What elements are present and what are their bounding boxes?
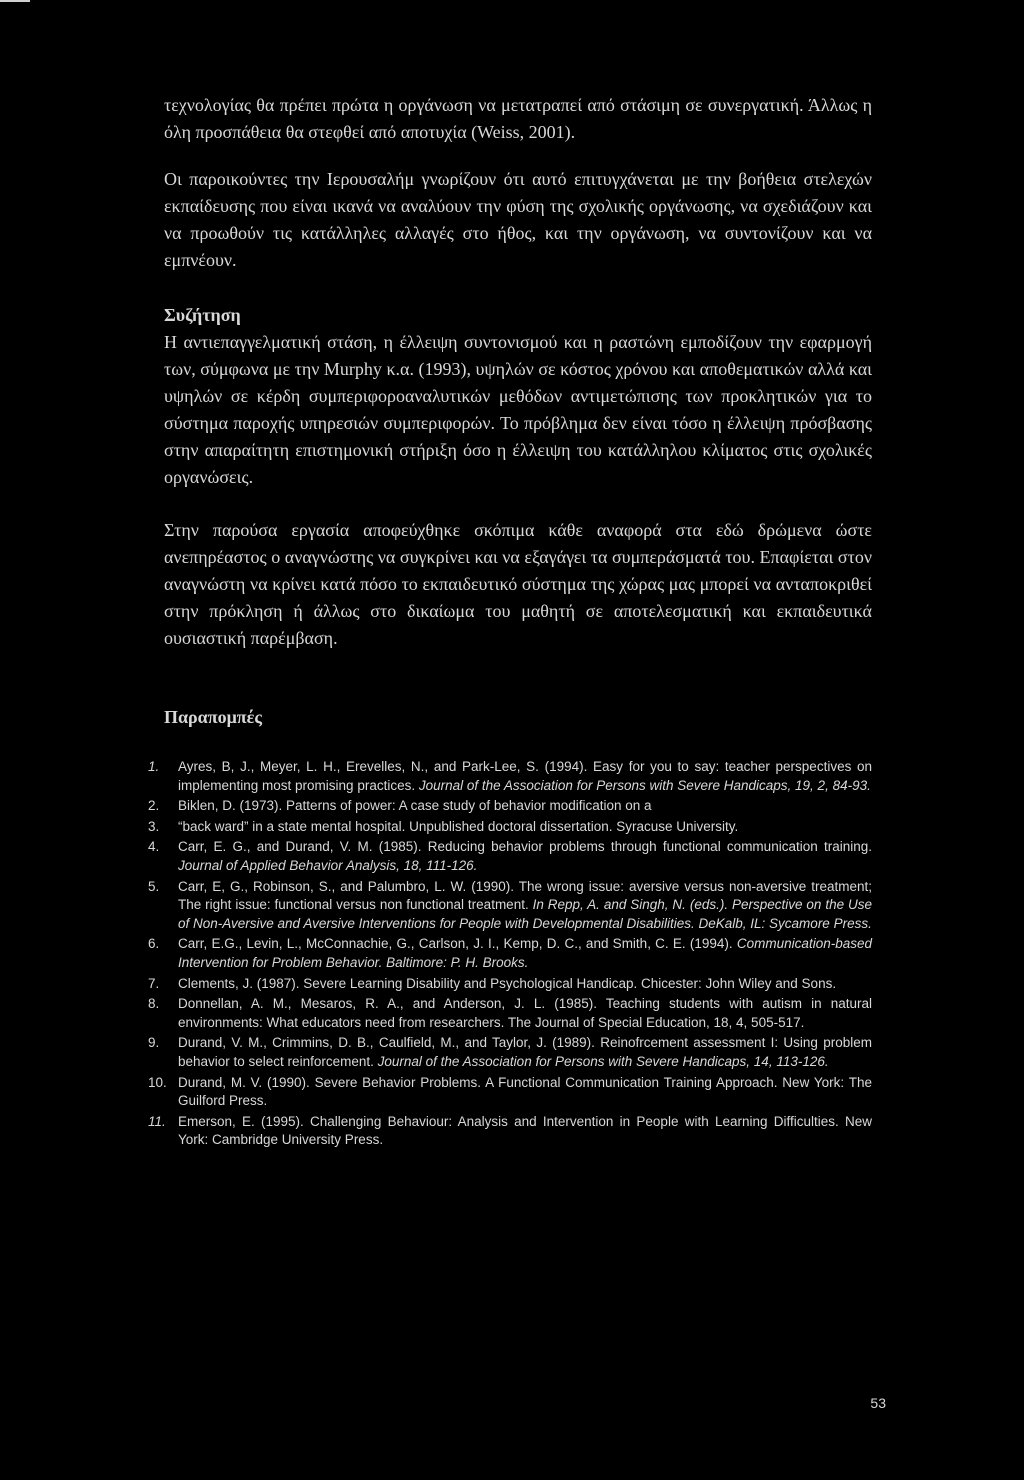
- reference-number: 3.: [148, 818, 160, 834]
- paragraph-jerusalem: Οι παροικούντες την Ιερουσαλήμ γνωρίζουν ότι αυτό επιτυγχάνεται με την βοήθεια στελεχών εκπαίδευσης που είναι ικανά να αναλύουν την φύση της σχολικής οργάνωσης, να σχεδιάζουν και να προωθούν τις κατάλληλες αλλαγές στο ήθος, και την οργάνωση, να συντονίζουν και να εμπνέουν.: [164, 169, 872, 270]
- reference-item: [148, 1074, 872, 1111]
- reference-item: [148, 1113, 872, 1150]
- reference-text: Biklen, D. (1973). Patterns of power: A case study of behavior modification on a: [178, 798, 652, 814]
- reference-item: [148, 995, 872, 1032]
- reference-number: 6.: [148, 936, 160, 952]
- references-heading: Παραπομπές: [164, 707, 262, 727]
- reference-item: [148, 975, 872, 994]
- reference-item: [148, 1034, 872, 1071]
- reference-source: Journal of the Association for Persons with Severe Handicaps, 14, 113-126.: [377, 1053, 829, 1069]
- references-list: [148, 758, 872, 1150]
- reference-number: 5.: [148, 878, 160, 894]
- reference-text: Donnellan, A. M., Mesaros, R. A., and Anderson, J. L. (1985). Teaching students with autism in natural environments: What educators need from researchers. The Journal of Special Education, 18, 4, 505-517.: [178, 996, 872, 1030]
- reference-source: Journal of the Association for Persons with Severe Handicaps, 19, 2, 84-93.: [418, 777, 871, 793]
- reference-number: 11.: [148, 1113, 166, 1129]
- discussion-heading: Συζήτηση: [164, 305, 241, 325]
- top-edge-rule: [0, 0, 30, 2]
- paragraph-discussion: Η αντιεπαγγελματική στάση, η έλλειψη συντονισμού και η ραστώνη εμποδίζουν την εφαρμογή των, σύμφωνα με την Murphy κ.α. (1993), υψηλών σε κόστος χρόνου και αποθεματικών αλλά και υψηλών σε κέρδη συμπεριφοροαναλυτικών μεθόδων αντιμετώπισης των προκλητικών για το σύστημα παροχής υπηρεσιών συμπεριφορών. Το πρόβλημα δεν είναι τόσο η έλλειψη πρόσβασης στην απαραίτητη επιστημονική στήριξη όσο η έλλειψη του κατάλληλου κλίματος στις σχολικές οργανώσεις.: [164, 332, 872, 487]
- reference-text: Durand, V. M., Crimmins, D. B., Caulfield, M., and Taylor, J. (1989). Reinofrcement assessment I: Using problem behavior to select reinforcement.: [178, 1035, 872, 1069]
- reference-number: 9.: [148, 1035, 160, 1051]
- reference-item: [148, 797, 872, 816]
- paragraph-conclusion: Στην παρούσα εργασία αποφεύχθηκε σκόπιμα κάθε αναφορά στα εδώ δρώμενα ώστε ανεπηρέαστος ο αναγνώστης να συγκρίνει και να εξαγάγει τα συμπεράσματά του. Επαφίεται στον αναγνώστη να κρίνει κατά πόσο το εκπαιδευτικό σύστημα της χώρας μας μπορεί να ανταποκριθεί στην πρόκληση ή άλλως στο δικαίωμα του μαθητή σε αποτελεσματική και εκπαιδευτικά ουσιαστική παρέμβαση.: [164, 520, 872, 648]
- reference-item: [148, 818, 872, 837]
- reference-number: 2.: [148, 798, 160, 814]
- reference-source: In Repp, A. and Singh, N. (eds.). Perspective on the Use of Non-Aversive and Aversive Interventions for People with Developmental Disabilities. DeKalb, IL: Sycamore Press.: [178, 897, 872, 931]
- reference-text: Carr, E.G., Levin, L., McConnachie, G., Carlson, J. I., Kemp, D. C., and Smith, C. E. (1994).: [178, 936, 737, 952]
- reference-source: Journal of Applied Behavior Analysis, 18, 111-126.: [178, 857, 478, 873]
- reference-item: [148, 758, 872, 795]
- reference-item: [148, 878, 872, 934]
- reference-number: 4.: [148, 839, 160, 855]
- reference-number: 8.: [148, 996, 160, 1012]
- reference-text: Clements, J. (1987). Severe Learning Disability and Psychological Handicap. Chicester: John Wiley and Sons.: [178, 975, 837, 991]
- reference-text: Carr, E. G., and Durand, V. M. (1985). Reducing behavior problems through functional communication training.: [178, 839, 872, 855]
- reference-text: “back ward” in a state mental hospital. Unpublished doctoral dissertation. Syracuse University.: [178, 818, 739, 834]
- reference-text: Durand, M. V. (1990). Severe Behavior Problems. A Functional Communication Training Approach. New York: The Guilford Press.: [178, 1074, 872, 1109]
- reference-number: 7.: [148, 975, 160, 991]
- reference-text: Emerson, E. (1995). Challenging Behaviour: Analysis and Intervention in People with Learning Difficulties. New York: Cambridge University Press.: [178, 1113, 872, 1148]
- reference-text: Ayres, B, J., Meyer, L. H., Erevelles, N., and Park-Lee, S. (1994). Easy for you to say: teacher perspectives on implementing most promising practices.: [178, 759, 872, 793]
- reference-item: [148, 935, 872, 972]
- page-content: [148, 92, 872, 1152]
- reference-source: Communication-based Intervention for Problem Behavior. Baltimore: P. H. Brooks.: [178, 936, 872, 970]
- paragraph-intro-continuation: τεχνολογίας θα πρέπει πρώτα η οργάνωση να μετατραπεί από στάσιμη σε συνεργατική. Άλλως η όλη προσπάθεια θα στεφθεί από αποτυχία (Weiss, 2001).: [164, 95, 872, 142]
- reference-number: 10.: [148, 1074, 167, 1090]
- page-number: 53: [870, 1395, 886, 1411]
- reference-text: Carr, E, G., Robinson, S., and Palumbro, L. W. (1990). The wrong issue: aversive versus non-aversive treatment; The right issue: functional versus non functional treatment.: [178, 878, 872, 913]
- reference-item: [148, 838, 872, 875]
- reference-number: 1.: [148, 759, 160, 774]
